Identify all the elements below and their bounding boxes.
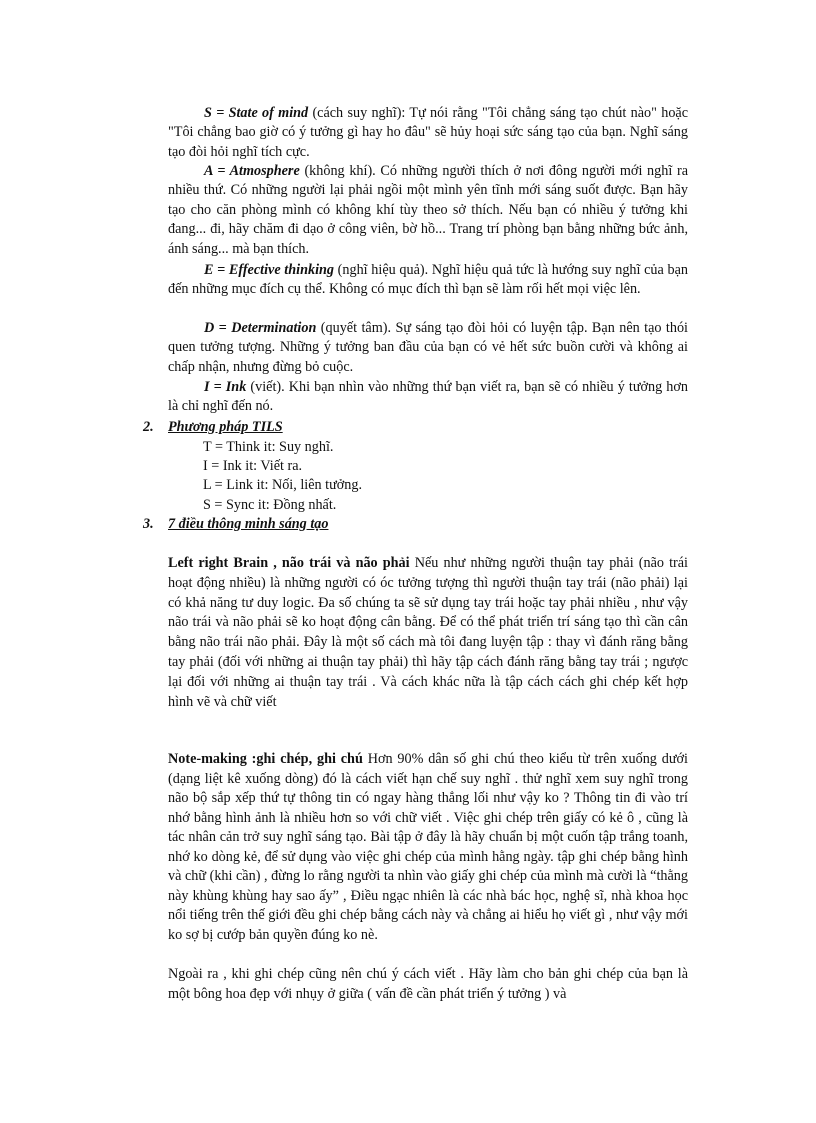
lead-left-right-brain: Left right Brain , não trái và não phải xyxy=(168,555,410,571)
paragraph-determination xyxy=(168,319,688,377)
term-effective-thinking: E = Effective thinking xyxy=(204,262,334,278)
section-number-2: 2. xyxy=(143,419,154,435)
tils-item-ink: I = Ink it: Viết ra. xyxy=(203,458,303,474)
tils-item-think: T = Think it: Suy nghĩ. xyxy=(203,439,334,455)
paragraph-effective-thinking xyxy=(168,261,688,300)
text-left-right-brain: Nếu như những người thuận tay phải (não trái hoạt động nhiều) là những người có óc tưởng tượng thì người thuận tay trái (não phải) lại có khả năng tư duy logic. Đa số chúng ta sẽ sử dụng tay trái hoặc tay phải nhiều , như vậy não trái và não phải sẽ ko hoạt động cân bằng. Để có thể phát triển trí sáng tạo thì cần cân bằng não trái não phải. Đây là một số cách mà tôi đang luyện tập : thay vì đánh răng bằng tay phải (đối với những ai thuận tay phải) thì hãy tập cách đánh răng bằng tay trái ; ngược lại đối với những ai thuận tay trái . Và cách khác nữa là tập cách cách ghi chép kết hợp hình vẽ và chữ viết xyxy=(168,555,688,710)
term-ink: I = Ink xyxy=(204,379,247,395)
text-atmosphere: (không khí). Có những người thích ở nơi đông người mới nghĩ ra nhiều thứ. Có những người lại phải ngồi một mình yên tĩnh mới sáng suốt được. Bạn hãy tạo cho căn phòng mình có không khí tùy theo sở thích. Nếu bạn có nhiều ý tưởng khi đang... đi, hãy chăm đi dạo ở công viên, bờ hồ... Trang trí phòng bạn bằng những bức ảnh, ánh sáng... mà bạn thích. xyxy=(168,163,688,257)
term-atmosphere: A = Atmosphere xyxy=(204,163,300,179)
tils-item-sync: S = Sync it: Đồng nhất. xyxy=(203,497,337,513)
paragraph-state-of-mind xyxy=(168,104,688,162)
section-heading-seven-tips: 7 điều thông minh sáng tạo xyxy=(168,516,329,532)
paragraph-atmosphere xyxy=(168,162,688,259)
tils-item-link: L = Link it: Nối, liên tưởng. xyxy=(203,477,363,493)
text-extra: Ngoài ra , khi ghi chép cũng nên chú ý cách viết . Hãy làm cho bản ghi chép của bạn là một bông hoa đẹp với nhụy ở giữa ( vấn đề cần phát triển ý tưởng ) và xyxy=(168,966,688,1002)
paragraph-left-right-brain xyxy=(168,554,688,712)
paragraph-extra xyxy=(168,965,688,1004)
text-determination: (quyết tâm). Sự sáng tạo đòi hỏi có luyện tập. Bạn nên tạo thói quen tưởng tượng. Những ý tưởng ban đầu của bạn có vẻ hết sức buồn cười và không ai chấp nhận, nhưng đừng bỏ cuộc. xyxy=(168,320,688,375)
text-note-making: Hơn 90% dân số ghi chú theo kiểu từ trên xuống dưới (dạng liệt kê xuống dòng) đó là cách viết hạn chế suy nghĩ . thử nghĩ xem suy nghĩ trong não bộ sắp xếp thứ tự thông tin có ngay hàng thẳng lối như vậy ko ? Thông tin đi vào trí nhớ bằng hình ảnh là nhiều hơn so với chữ viết . Việc ghi chép trên giấy có kẻ ô , cũng là tác nhân cản trở suy nghĩ sáng tạo. Bài tập ở đây là hãy chuẩn bị một cuốn tập trắng toanh, nhớ ko dòng kẻ, để sử dụng vào việc ghi chép của mình hằng ngày. tập ghi chép bằng hình và chữ (khi cần) , đừng lo rằng người ta nhìn vào giấy ghi chép của mình mà cười là “thằng này khùng khùng hay sao ấy” , Điều ngạc nhiên là các nhà bác học, nghệ sĩ, nhà khoa học nổi tiếng trên thế giới đều ghi chép bằng cách này và chẳng ai hiểu họ viết gì , như vậy mới ko sợ bị cướp bản quyền đúng ko nè. xyxy=(168,751,688,943)
term-determination: D = Determination xyxy=(204,320,317,336)
paragraph-note-making xyxy=(168,750,688,945)
text-ink: (viết). Khi bạn nhìn vào những thứ bạn viết ra, bạn sẽ có nhiều ý tưởng hơn là chỉ nghĩ đến nó. xyxy=(168,379,688,415)
text-state-of-mind: (cách suy nghĩ): Tự nói rằng "Tôi chẳng sáng tạo chút nào" hoặc "Tôi chẳng bao giờ có ý tưởng gì hay ho đâu" sẽ hủy hoại sức sáng tạo của bạn. Nghĩ sáng tạo đòi hỏi nghĩ tích cực. xyxy=(168,105,689,160)
paragraph-ink xyxy=(168,378,688,417)
text-effective-thinking: (nghĩ hiệu quả). Nghĩ hiệu quả tức là hướng suy nghĩ của bạn đến những mục đích cụ thể. Không có mục đích thì bạn sẽ làm rối hết mọi việc lên. xyxy=(168,262,688,298)
section-number-3: 3. xyxy=(143,516,154,532)
lead-note-making: Note-making :ghi chép, ghi chú xyxy=(168,751,363,767)
section-heading-tils: Phương pháp TILS xyxy=(168,419,283,435)
term-state-of-mind: S = State of mind xyxy=(204,105,309,121)
